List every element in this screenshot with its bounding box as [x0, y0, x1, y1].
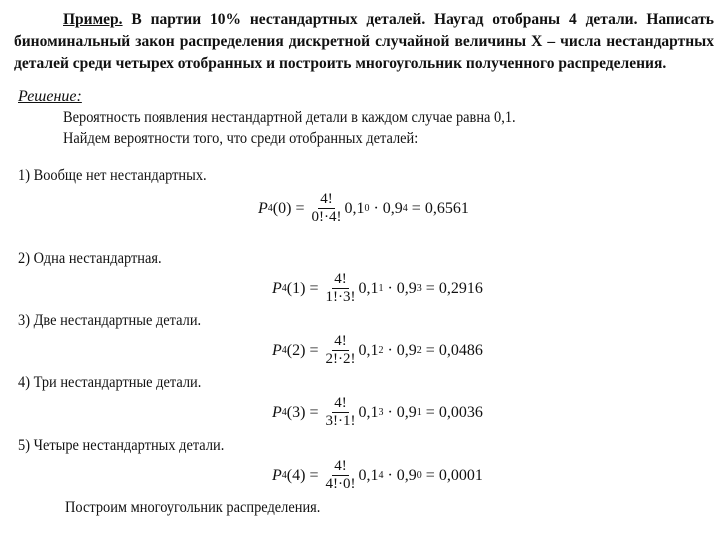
- formula-n: 4: [281, 470, 287, 481]
- formula-n: 4: [281, 283, 287, 294]
- formula-result: 0,0486: [438, 341, 483, 359]
- probability-formula: P 4 ( 2 ) = $\frac{4!}{2!\cdot 2!}$ 0,1 2 · 0,9 2 = 0,0486: [272, 333, 483, 367]
- formula-q-value: 0,9: [396, 279, 417, 297]
- fraction-numerator: 4!: [334, 458, 347, 474]
- formula-q-value: 0,9: [396, 403, 417, 421]
- q-exponent: 4: [402, 203, 408, 214]
- case-label: 1) Вообще нет нестандартных.: [18, 167, 207, 184]
- formula-q-value: 0,9: [396, 341, 417, 359]
- formula-p: P: [258, 199, 268, 217]
- formula-n: 4: [281, 407, 287, 418]
- fraction-numerator: 4!: [334, 395, 347, 411]
- formula-q-value: 0,9: [396, 466, 417, 484]
- fraction-denominator: 0!·4!: [311, 209, 342, 225]
- case-label: 4) Три нестандартные детали.: [18, 374, 202, 391]
- case-label: 2) Одна нестандартная.: [18, 250, 162, 267]
- formula-p-value: 0,1: [344, 199, 365, 217]
- formula-p: P: [272, 279, 282, 297]
- fraction-numerator: 4!: [320, 191, 333, 207]
- formula-p: P: [272, 466, 282, 484]
- fraction-denominator: 1!·3!: [325, 289, 356, 305]
- fraction-denominator: 2!·2!: [325, 351, 356, 367]
- binomial-fraction: [325, 333, 355, 368]
- p-exponent: 1: [378, 283, 384, 294]
- formula-n: 4: [267, 203, 273, 214]
- solution-line-2: Найдем вероятности того, что среди отобранных деталей:: [63, 130, 419, 147]
- solution-heading: Решение:: [18, 88, 82, 105]
- task-lead: Пример.: [63, 11, 123, 28]
- formula-k: 1: [292, 279, 301, 297]
- formula-result: 0,2916: [438, 279, 483, 297]
- solution-line-1: Вероятность появления нестандартной детали в каждом случае равна 0,1.: [63, 109, 516, 126]
- binomial-fraction: [325, 271, 355, 306]
- probability-formula: P 4 ( 3 ) = $\frac{4!}{3!\cdot 1!}$ 0,1 3 · 0,9 1 = 0,0036: [272, 395, 483, 429]
- formula-p: P: [272, 341, 282, 359]
- formula-result: 0,6561: [424, 199, 469, 217]
- binomial-fraction: [311, 191, 341, 226]
- case-label: 5) Четыре нестандартных детали.: [18, 437, 225, 454]
- fraction-denominator: 4!·0!: [325, 476, 356, 492]
- binomial-fraction: [325, 395, 355, 430]
- task-text: В партии 10% нестандартных деталей. Наугад отобраны 4 детали. Написать биноминальный закон распределения дискретной случайной величины X – числа нестандартных деталей среди четырех отобранных и построить многоугольник полученного распределения.: [14, 11, 715, 72]
- formula-k: 0: [278, 199, 287, 217]
- case-label: 3) Две нестандартные детали.: [18, 312, 202, 329]
- fraction-numerator: 4!: [334, 333, 347, 349]
- p-exponent: 4: [378, 470, 384, 481]
- formula-result: 0,0001: [438, 466, 483, 484]
- probability-formula: P 4 ( 0 ) = $\frac{4!}{0!\cdot 4!}$ 0,1 0 · 0,9 4 = 0,6561: [258, 191, 469, 225]
- probability-formula: P 4 ( 1 ) = $\frac{4!}{1!\cdot 3!}$ 0,1 1 · 0,9 3 = 0,2916: [272, 271, 483, 305]
- formula-k: 3: [292, 403, 301, 421]
- task-statement: [14, 9, 714, 75]
- formula-p-value: 0,1: [358, 403, 379, 421]
- formula-p: P: [272, 403, 282, 421]
- fraction-denominator: 3!·1!: [325, 413, 356, 429]
- fraction-numerator: 4!: [334, 271, 347, 287]
- q-exponent: 2: [416, 345, 422, 356]
- formula-p-value: 0,1: [358, 341, 379, 359]
- formula-result: 0,0036: [438, 403, 483, 421]
- formula-p-value: 0,1: [358, 279, 379, 297]
- closing-text: Построим многоугольник распределения.: [65, 499, 321, 516]
- p-exponent: 2: [378, 345, 384, 356]
- formula-q-value: 0,9: [382, 199, 403, 217]
- p-exponent: 3: [378, 407, 384, 418]
- formula-k: 2: [292, 341, 301, 359]
- q-exponent: 0: [416, 470, 422, 481]
- q-exponent: 3: [416, 283, 422, 294]
- probability-formula: P 4 ( 4 ) = $\frac{4!}{4!\cdot 0!}$ 0,1 4 · 0,9 0 = 0,0001: [272, 458, 483, 492]
- p-exponent: 0: [364, 203, 370, 214]
- formula-p-value: 0,1: [358, 466, 379, 484]
- formula-n: 4: [281, 345, 287, 356]
- binomial-fraction: [325, 458, 355, 493]
- formula-k: 4: [292, 466, 301, 484]
- q-exponent: 1: [416, 407, 422, 418]
